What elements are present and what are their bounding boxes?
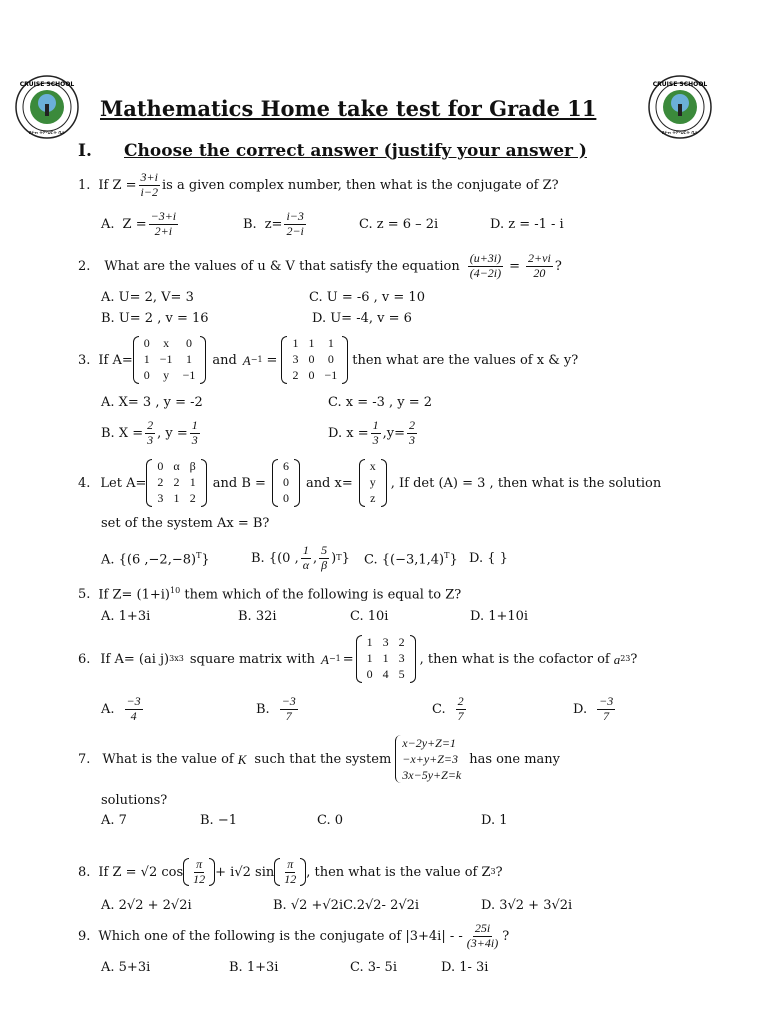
q8-option-d: D. 3√2 + 3√2i	[481, 898, 573, 913]
matrix-cell: 5	[398, 666, 405, 681]
school-logo-left	[14, 74, 80, 140]
q2-option-a: A. U= 2, V= 3	[101, 290, 194, 305]
q6-option-b: B. $\frac{-3}{7}$	[256, 694, 296, 723]
equation-system	[395, 735, 461, 784]
matrix-cell: 0	[157, 459, 164, 474]
matrix-cell: 0	[366, 666, 373, 681]
matrix-a-inverse	[356, 635, 416, 682]
matrix-cell: z	[370, 490, 376, 505]
q2-option-b: B. U= 2 , v = 16	[101, 311, 209, 326]
matrix-cell: 2	[398, 635, 405, 650]
matrix-cell: 1	[327, 336, 334, 351]
question-7: 7. What is the value of K such that the system x−2y+Z=1 −x+y+Z=3 3x−5y+Z=k has one many	[78, 735, 560, 783]
q5-option-d: D. 1+10i	[470, 609, 529, 624]
q4-option-a: A. {(6 ,−2,−8)$^T$}	[101, 551, 210, 568]
matrix-cell: β	[189, 459, 196, 474]
q7-option-a: A. 7	[101, 813, 127, 828]
section-heading: Choose the correct answer (justify your answer )	[124, 141, 587, 161]
matrix-cell: x	[369, 459, 376, 474]
matrix-cell: 3	[292, 352, 299, 367]
matrix-cell: 1	[292, 336, 299, 351]
matrix-cell: 0	[308, 352, 315, 367]
matrix-cell: y	[163, 367, 170, 382]
matrix-cell: 0	[143, 336, 150, 351]
matrix-cell: 1	[185, 352, 192, 367]
q9-option-a: A. 5+3i	[101, 960, 151, 975]
svg-text:ክሩዝ ትምህርት ቤት: ክሩዝ ትምህርት ቤት	[28, 130, 66, 136]
q7-option-b: B. −1	[200, 813, 237, 828]
question-1: 1. If Z = $\frac{3+i}{i-2}$ is a given complex number, then what is the conjugate of Z?	[78, 170, 559, 199]
matrix-cell: 0	[143, 367, 150, 382]
matrix-cell: 1	[366, 635, 373, 650]
matrix-cell: 0	[308, 367, 315, 382]
vector-x	[359, 459, 387, 506]
q3-option-a: A. X= 3 , y = -2	[101, 395, 203, 410]
question-8: 8. If Z = √2 cos $\frac{\pi}{12}$ + i√2 sin $\frac{\pi}{12}$ , then what is the value of Z 3 ?	[78, 857, 503, 886]
q9-option-b: B. 1+3i	[229, 960, 279, 975]
matrix-cell: 0	[282, 490, 289, 505]
matrix-cell: 0	[282, 475, 289, 490]
question-9: 9. Which one of the following is the conjugate of |3+4i| - - $\frac{25i}{(3+4i)}$ ?	[78, 921, 510, 950]
matrix-a	[146, 459, 206, 506]
question-5: 5. If $Z= (1+i)^{10}$ them which of the following is equal to Z?	[78, 586, 462, 603]
matrix-cell: −1	[182, 367, 196, 382]
q7-option-c: C. 0	[317, 813, 344, 828]
matrix-cell: 3	[382, 635, 389, 650]
q2-option-c: C. U = -6 , v = 10	[309, 290, 425, 305]
matrix-cell: 2	[173, 475, 180, 490]
section-number: I.	[78, 141, 92, 161]
matrix-cell: 2	[189, 490, 196, 505]
q1-option-d: D. z = -1 - i	[490, 217, 564, 232]
q8-option-a: A. 2√2 + 2√2i	[101, 898, 192, 913]
question-6: 6. If A= (ai j) 3x3 square matrix with A −1 = 1 3 2 1 1 3 0 4 5 , then what is the cofactor of a 23 ?	[78, 635, 638, 681]
q4-option-c: C. $\{(-3,1,4)^T\}$	[364, 551, 458, 568]
matrix-cell: x	[163, 336, 170, 351]
matrix-cell: α	[173, 459, 180, 474]
matrix-cell: 2	[292, 367, 299, 382]
matrix-cell: y	[369, 475, 376, 490]
equation-line: 3x−5y+Z=k	[402, 768, 462, 783]
matrix-cell: −1	[159, 352, 173, 367]
matrix-cell: 6	[282, 459, 289, 474]
q4-option-b: B. {(0 , $\frac{1}{\alpha}$ , $\frac{5}{\beta}$ ) T }	[251, 543, 350, 572]
q4-option-d: D. { }	[469, 551, 508, 566]
matrix-a	[133, 336, 207, 383]
matrix-cell: 3	[398, 651, 405, 666]
matrix-cell: 2	[157, 475, 164, 490]
q5-option-c: C. 10i	[350, 609, 389, 624]
matrix-cell: 1	[143, 352, 150, 367]
equation-line: −x+y+Z=3	[402, 751, 459, 766]
matrix-cell: 1	[366, 651, 373, 666]
q6-option-d: D. $\frac{-3}{7}$	[573, 694, 614, 723]
q6-option-c: C. $\frac{2}{7}$	[432, 694, 464, 723]
svg-text:CRUISE SCHOOL: CRUISE SCHOOL	[652, 81, 708, 88]
svg-text:ክሩዝ ትምህርት ቤት: ክሩዝ ትምህርት ቤት	[661, 130, 699, 136]
matrix-cell: 4	[382, 666, 389, 681]
question-4: 4. Let A= 0 α β 2 2 1 3 1 2 and B = 6 0 0 and x= x y z , If det (A) = 3 , then what is the solution	[78, 459, 662, 505]
svg-text:CRUISE SCHOOL: CRUISE SCHOOL	[19, 81, 75, 88]
question-2: 2. What are the values of u & V that satisfy the equation $\frac{(u+3i)}{(4-2i)}$ = $\frac{2+vi}{20}$ ?	[78, 251, 562, 280]
q5-option-a: A. 1+3i	[101, 609, 151, 624]
q9-option-d: D. 1- 3i	[441, 960, 489, 975]
matrix-cell: 3	[157, 490, 164, 505]
q5-option-b: B. 32i	[238, 609, 277, 624]
matrix-a-inverse	[281, 336, 348, 383]
q3-option-d: D. x = $\frac{1}{3}$ ,y= $\frac{2}{3}$	[328, 418, 415, 447]
matrix-cell: 0	[185, 336, 192, 351]
matrix-cell: 1	[189, 475, 196, 490]
q3-option-c: C. x = -3 , y = 2	[328, 395, 433, 410]
equation-line: x−2y+Z=1	[402, 735, 456, 750]
q7-line2: solutions?	[101, 793, 168, 808]
matrix-cell: 1	[382, 651, 389, 666]
q7-option-d: D. 1	[481, 813, 508, 828]
q9-option-c: C. 3- 5i	[350, 960, 397, 975]
school-logo-right	[647, 74, 713, 140]
q1-option-c: C. z = 6 – 2i	[359, 217, 439, 232]
q4-line2: set of the system Ax = B?	[101, 516, 270, 531]
matrix-cell: −1	[324, 367, 338, 382]
matrix-cell: 1	[308, 336, 315, 351]
q1-option-b: B. z= $\frac{i-3}{2-i}$	[243, 209, 304, 238]
q1-option-a: A. Z = $\frac{-3+i}{2+i}$	[101, 209, 177, 238]
q8-option-b-c: B. √2 +√2iC.2√2- 2√2i	[273, 898, 420, 913]
matrix-b	[272, 459, 300, 506]
question-3: 3. If A= 0 x 0 1 −1 1 0 y −1 and A −1 = 1 1 1 3 0 0 2 0 −1 then what are the values of x & y?	[78, 336, 579, 382]
matrix-cell: 1	[173, 490, 180, 505]
q3-option-b: B. X = $\frac{2}{3}$ , y = $\frac{1}{3}$	[101, 418, 198, 447]
page-title: Mathematics Home take test for Grade 11	[100, 96, 597, 121]
q6-option-a: A. $\frac{-3}{4}$	[101, 694, 141, 723]
q2-option-d: D. U= -4, v = 6	[312, 311, 412, 326]
matrix-cell: 0	[327, 352, 334, 367]
